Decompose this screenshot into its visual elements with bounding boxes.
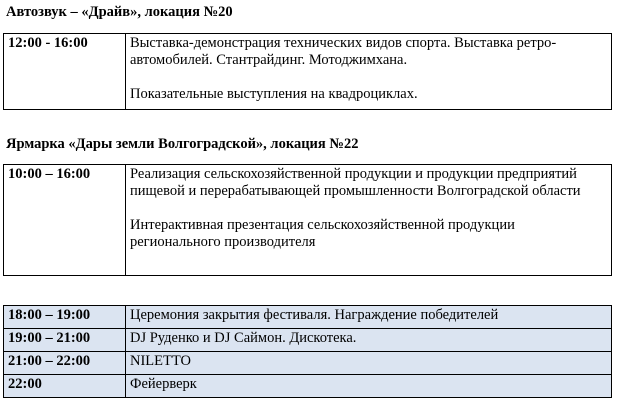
description-cell: NILETTO [126, 352, 612, 375]
description-paragraph: Интерактивная презентация сельскохозяйственной продукции регионального производителя [130, 217, 515, 250]
table-row [4, 352, 612, 375]
schedule-table-closing [3, 305, 612, 398]
schedule-table-autosound [3, 33, 612, 110]
description-cell: Фейерверк [126, 375, 612, 398]
description-cell [126, 34, 612, 110]
table-row [4, 34, 612, 110]
time-cell: 18:00 – 19:00 [4, 306, 126, 329]
section-title-fair: Ярмарка «Дары земли Волгоградской», локация №22 [6, 136, 359, 152]
description-cell: Церемония закрытия фестиваля. Награждение победителей [126, 306, 612, 329]
description-paragraph: Выставка-демонстрация технических видов спорта. Выставка ретро-автомобилей. Стантрайдинг. Мотоджимхана. [130, 35, 557, 68]
schedule-table-fair [3, 164, 612, 276]
description-cell: DJ Руденко и DJ Саймон. Дискотека. [126, 329, 612, 352]
time-cell: 19:00 – 21:00 [4, 329, 126, 352]
time-cell: 10:00 – 16:00 [4, 165, 126, 276]
description-cell [126, 165, 612, 276]
table-row [4, 306, 612, 329]
description-paragraph: Реализация сельскохозяйственной продукции и продукции предприятий пищевой и перерабатывающей промышленности Волгоградской области [130, 166, 581, 199]
section-title-autosound: Автозвук – «Драйв», локация №20 [6, 4, 233, 20]
time-cell: 12:00 - 16:00 [4, 34, 126, 110]
table-row [4, 329, 612, 352]
table-row [4, 375, 612, 398]
time-cell: 22:00 [4, 375, 126, 398]
time-cell: 21:00 – 22:00 [4, 352, 126, 375]
description-paragraph: Показательные выступления на квадроциклах. [130, 86, 418, 102]
table-row [4, 165, 612, 276]
